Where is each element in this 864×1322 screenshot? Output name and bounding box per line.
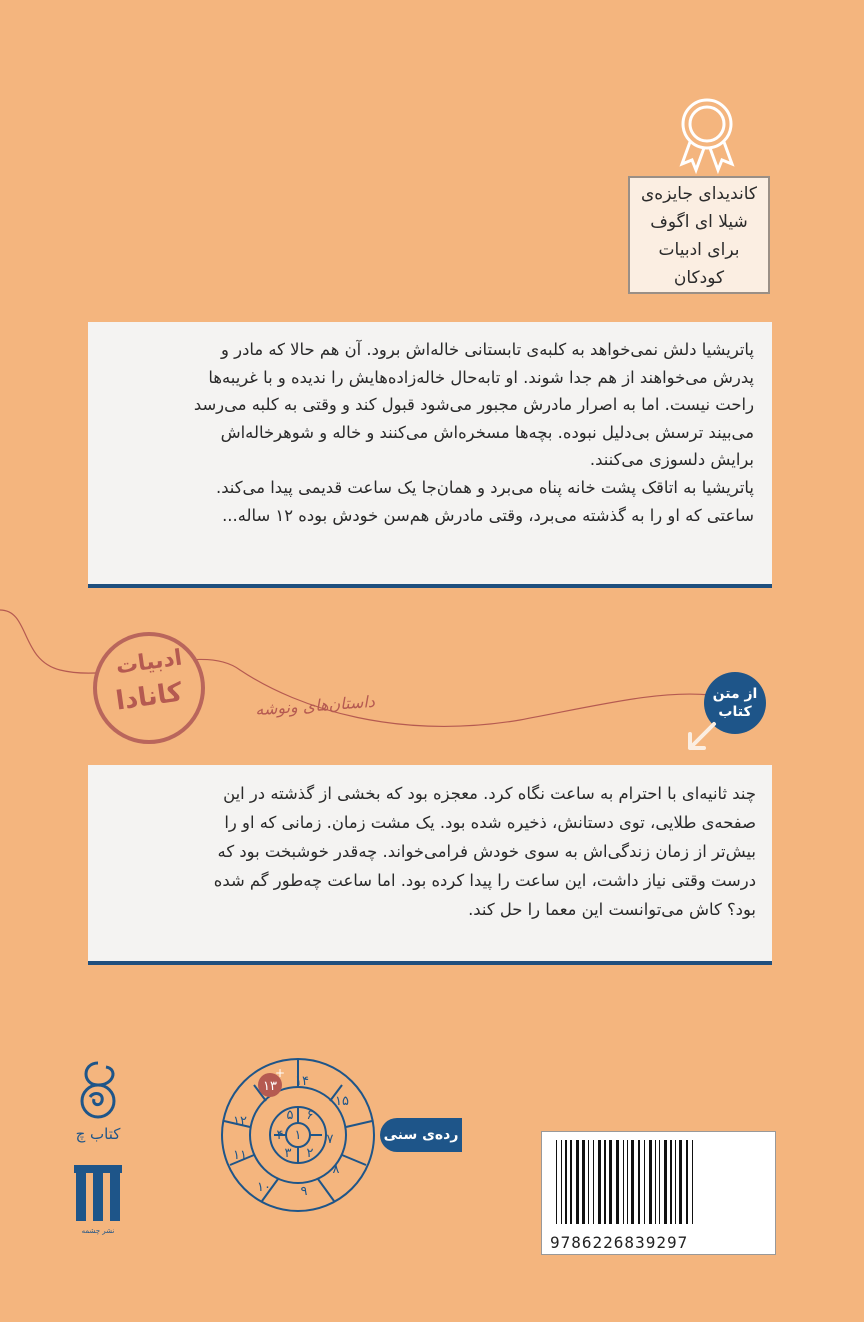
age-number-10: ۱۰ [257, 1180, 271, 1195]
excerpt-badge-line-2: کتاب [718, 704, 752, 720]
barcode-bar [570, 1140, 572, 1224]
barcode-bar [593, 1140, 594, 1224]
age-number-5: ۵ [286, 1108, 294, 1123]
barcode-bar [631, 1140, 634, 1224]
barcode-bar [692, 1140, 693, 1224]
barcode-bar [556, 1140, 557, 1224]
summary-panel [88, 322, 772, 588]
arrow-down-left-icon [680, 718, 720, 758]
summary-line: پدرش می‌خواهند از هم جدا شوند. او تابه‌حال خاله‌زاده‌هایش را ندیده و با غریبه‌ها [208, 367, 754, 387]
barcode-bar [659, 1140, 660, 1224]
excerpt-line: چند ثانیه‌ای با احترام به ساعت نگاه کرد. معجزه بود که بخشی از گذشته در این [223, 784, 756, 803]
barcode-bar [609, 1140, 612, 1224]
age-number-4: ۴ [276, 1128, 284, 1143]
summary-line: می‌بیند ترسش بی‌دلیل نبوده. بچه‌ها مسخره‌اش می‌کنند و خاله و شوهرخاله‌اش [220, 422, 754, 442]
barcode-bar [638, 1140, 640, 1224]
barcode-bar [627, 1140, 628, 1224]
age-number-11: ۱۱ [233, 1148, 247, 1163]
award-line-2: شیلا ای اگوف [650, 212, 748, 232]
award-line-3: برای ادبیات [658, 240, 740, 260]
summary-line: پاتریشیا به اتاقک پشت خانه پناه می‌برد و همان‌جا یک ساعت قدیمی پیدا می‌کند. [215, 477, 754, 497]
age-number-6: ۶ [306, 1108, 314, 1123]
series-subtitle: داستان‌های ونوشه [254, 691, 376, 720]
barcode-bar [679, 1140, 682, 1224]
barcode-bar [670, 1140, 672, 1224]
barcode-bar [588, 1140, 589, 1224]
summary-line: پاتریشیا دلش نمی‌خواهد به کلبه‌ی تابستانی خاله‌اش برود. آن هم حالا که مادر و [221, 340, 754, 359]
excerpt-badge-line-1: از متن [712, 686, 758, 702]
barcode-bar [675, 1140, 676, 1224]
barcode-bar [644, 1140, 645, 1224]
excerpt-line: درست وقتی نیاز داشت، این ساعت را پیدا کرده بود. اما ساعت چه‌طور گم شده [213, 871, 756, 890]
excerpt-panel [88, 765, 772, 965]
barcode-bar [649, 1140, 652, 1224]
publisher-logo [68, 1055, 128, 1235]
summary-line: ساعتی که او را به گذشته می‌برد، وقتی مادرش هم‌سن خودش بوده ۱۲ ساله... [222, 505, 754, 525]
age-number-9: ۹ [300, 1184, 308, 1199]
age-range-label: رده‌ی سنی [380, 1118, 462, 1152]
excerpt-line: بیش‌تر از زمان زندگی‌اش به سوی خودش فرامی‌خواند. چه‌قدر خوشبخت بود که [217, 842, 756, 861]
barcode-number: 9786226839297 [550, 1233, 689, 1252]
age-number-1: ۱ [294, 1128, 302, 1143]
barcode-bar [623, 1140, 624, 1224]
barcode-bar [561, 1140, 562, 1224]
age-number-15: ۱۵ [335, 1094, 349, 1109]
barcode-bar [616, 1140, 619, 1224]
barcode-bar [598, 1140, 601, 1224]
summary-line: راحت نیست. اما به اصرار مادرش مجبور می‌شود قبول کند و وقتی به کلبه می‌رسد [193, 395, 754, 415]
age-plus: + [274, 1066, 286, 1080]
age-number-3: ۳ [284, 1146, 292, 1161]
award-line-1: کاندیدای جایزه‌ی [640, 184, 758, 204]
age-number-2: ۲ [306, 1146, 314, 1161]
barcode-bar [582, 1140, 585, 1224]
barcode-bars [542, 1132, 775, 1232]
series-name-line-1: ادبیات [114, 645, 184, 680]
series-logo [93, 632, 205, 744]
age-range-spiral [218, 1055, 378, 1215]
barcode-bar [664, 1140, 667, 1224]
award-line-4: کودکان [673, 268, 725, 288]
barcode-bar [565, 1140, 567, 1224]
age-number-8: ۸ [332, 1162, 340, 1177]
barcode-bar [604, 1140, 606, 1224]
age-number-12: ۱۲ [233, 1114, 247, 1129]
award-box [628, 176, 770, 294]
age-number-14: ۱۴ [295, 1074, 309, 1089]
barcode [541, 1131, 776, 1255]
publisher-imprint: نشر چشمه [81, 1227, 115, 1235]
excerpt-line: بود؟ کاش می‌توانست این معما را حل کند. [468, 900, 756, 919]
age-number-7: ۷ [326, 1132, 334, 1147]
barcode-bar [576, 1140, 579, 1224]
age-number-13: ۱۳ [263, 1079, 277, 1094]
excerpt-line: صفحه‌ی طلایی، توی دستانش، ذخیره شده بود. یک مشت زمان. زمانی که او را [224, 813, 756, 832]
barcode-bar [686, 1140, 688, 1224]
award-ribbon-icon [672, 94, 742, 174]
barcode-bar [655, 1140, 656, 1224]
series-name-line-2: کانادا [113, 677, 185, 717]
summary-line: برایش دلسوزی می‌کنند. [589, 450, 754, 470]
publisher-logo-text: کتاب چ [75, 1125, 121, 1143]
